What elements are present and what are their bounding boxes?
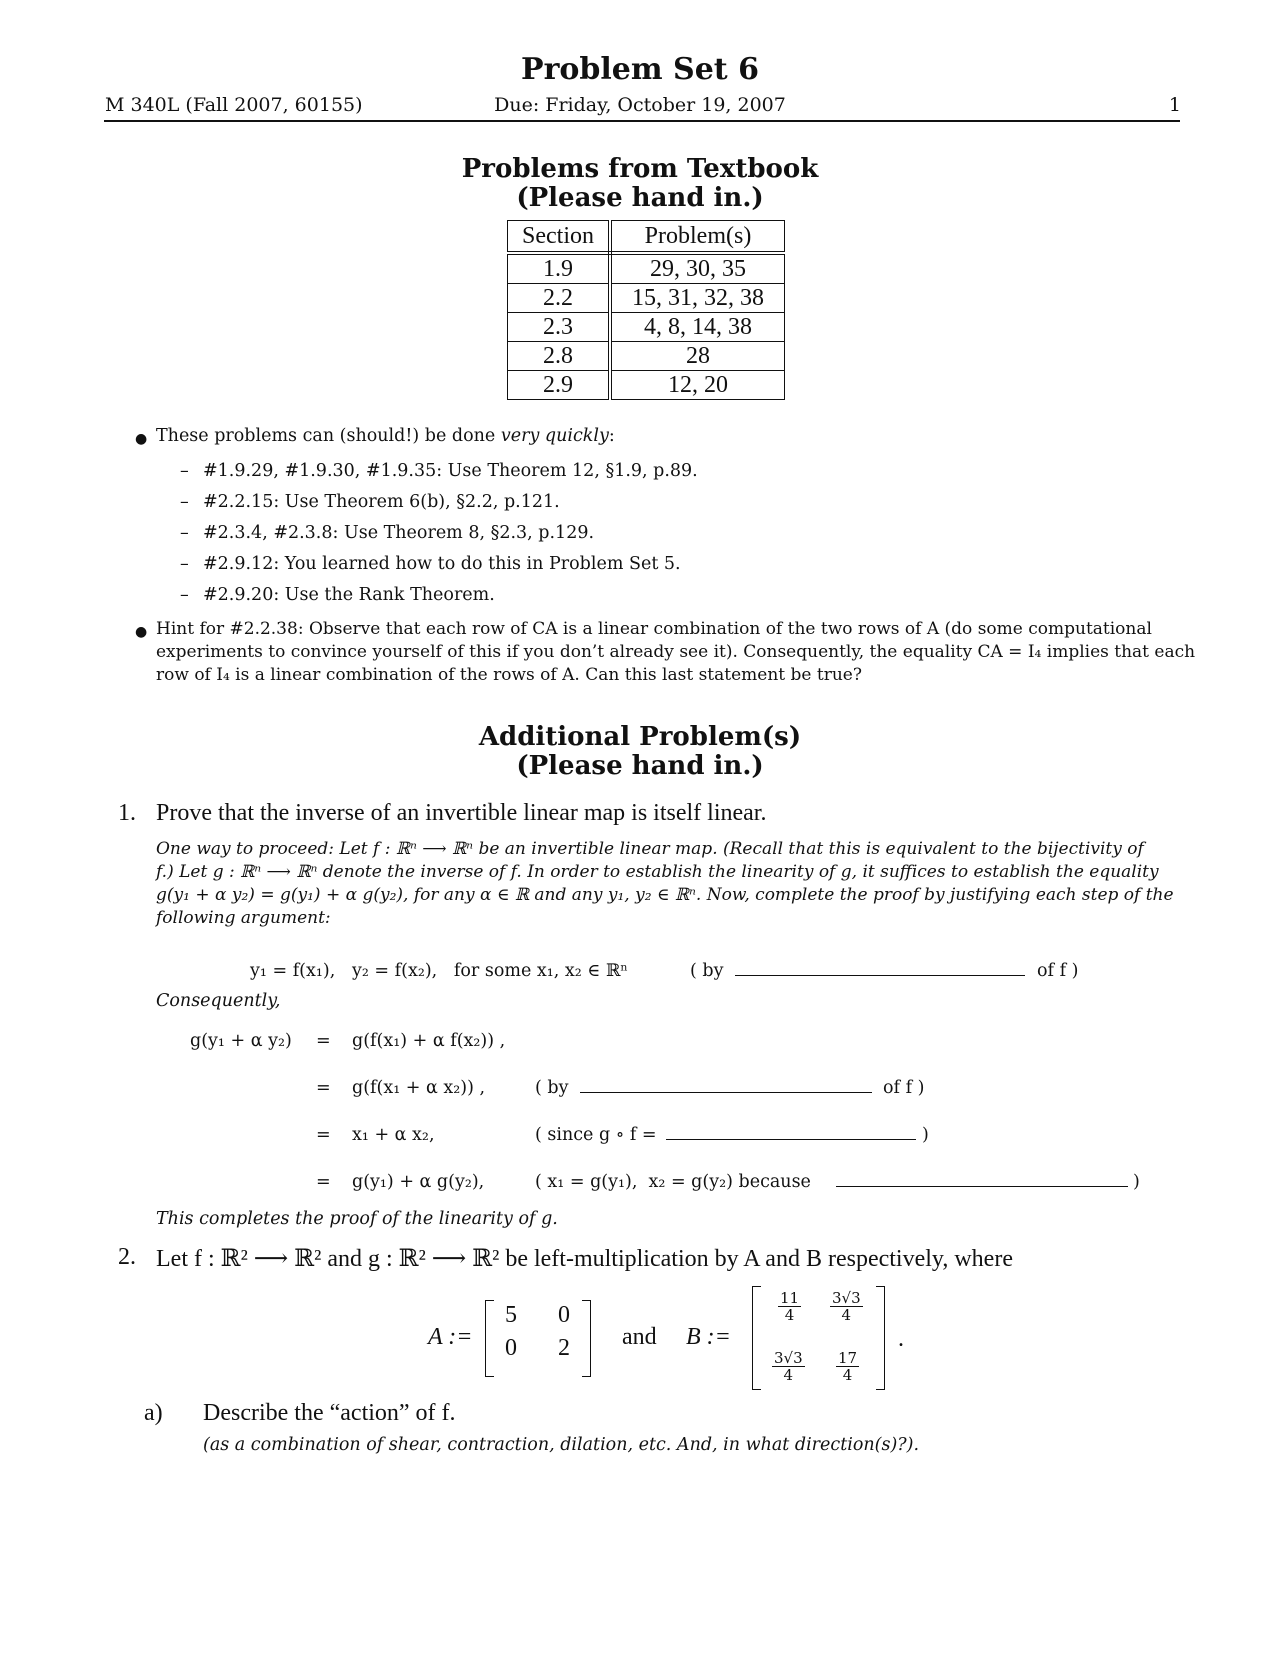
textbook-section-subtitle: (Please hand in.) xyxy=(516,183,764,213)
matrix-b-entry xyxy=(778,1290,801,1323)
part-a-text: Describe the “action” of f. xyxy=(203,1400,456,1426)
table-row xyxy=(508,371,785,400)
due-date: Due: Friday, October 19, 2007 xyxy=(494,94,786,116)
subitem: #2.9.20: Use the Rank Theorem. xyxy=(203,585,495,605)
fraction-denominator: 4 xyxy=(842,1366,853,1384)
dash-icon: – xyxy=(180,492,189,512)
table-cell-section: 2.9 xyxy=(508,371,611,400)
matrix-b-right-bracket xyxy=(876,1286,885,1390)
proof-given-expression: y₁ = f(x₁), y₂ = f(x₂), for some x₁, x₂ ∈ ℝⁿ xyxy=(250,961,628,981)
table-header-section: Section xyxy=(508,221,611,254)
part-a-label: a) xyxy=(144,1400,163,1426)
subitem: #2.3.4, #2.3.8: Use Theorem 8, §2.3, p.129. xyxy=(203,523,595,543)
hint-line: experiments to convince yourself of this if you don’t already see it). Consequently, the equality CA = I₄ implies that each xyxy=(156,642,1196,662)
table-row xyxy=(508,253,785,284)
blank-line-linearity[interactable] xyxy=(580,1078,872,1093)
table-cell-problems: 15, 31, 32, 38 xyxy=(610,284,785,313)
fraction-denominator: 4 xyxy=(841,1306,852,1324)
matrix-a-entry: 0 xyxy=(505,1335,517,1361)
matrix-b-entry xyxy=(836,1350,859,1383)
fraction-denominator: 4 xyxy=(784,1306,795,1324)
textbook-problems-table xyxy=(507,220,785,400)
bullet-icon: ● xyxy=(135,431,148,447)
proof-step-post: ) xyxy=(1133,1172,1140,1192)
proof-step-expr: g(f(x₁) + α f(x₂)) , xyxy=(352,1031,506,1051)
proceed-line: following argument: xyxy=(156,908,331,928)
proof-lhs: g(y₁ + α y₂) xyxy=(190,1031,292,1051)
bullet1-prefix: These problems can (should!) be done xyxy=(156,426,496,446)
course-info: M 340L (Fall 2007, 60155) xyxy=(105,94,363,116)
hint-line: Hint for #2.2.38: Observe that each row of CA is a linear combination of the two rows of A (do some computational xyxy=(156,619,1152,639)
dash-icon: – xyxy=(180,585,189,605)
problem2-number: 2. xyxy=(118,1244,136,1270)
table-cell-problems: 29, 30, 35 xyxy=(610,253,785,284)
proof-given-of: of f ) xyxy=(1037,961,1079,981)
page-title: Problem Set 6 xyxy=(521,52,759,87)
proof-eq: = xyxy=(316,1172,331,1192)
table-cell-problems: 12, 20 xyxy=(610,371,785,400)
proceed-line: f.) Let g : ℝⁿ ⟶ ℝⁿ denote the inverse of f. In order to establish the linearity of g, it suffices to establish the equality xyxy=(156,862,1159,882)
dash-icon: – xyxy=(180,554,189,574)
proof-eq: = xyxy=(316,1078,331,1098)
proof-step-pre: ( since g ∘ f = xyxy=(535,1125,657,1145)
subitem: #1.9.29, #1.9.30, #1.9.35: Use Theorem 12, §1.9, p.89. xyxy=(203,461,698,481)
bullet-icon: ● xyxy=(135,624,148,640)
problem1-number: 1. xyxy=(118,800,136,826)
proof-eq: = xyxy=(316,1125,331,1145)
matrix-b-label: B := xyxy=(686,1324,731,1350)
proof-given-by: ( by xyxy=(690,961,724,981)
blank-line-identity[interactable] xyxy=(666,1125,916,1140)
proof-eq: = xyxy=(316,1031,331,1051)
table-cell-problems: 28 xyxy=(610,342,785,371)
proof-step-expr: g(y₁) + α g(y₂), xyxy=(352,1172,485,1192)
table-cell-problems: 4, 8, 14, 38 xyxy=(610,313,785,342)
fraction-numerator: 17 xyxy=(838,1349,858,1367)
table-row xyxy=(508,313,785,342)
fraction-denominator: 4 xyxy=(783,1366,794,1384)
problem2-statement: Let f : ℝ² ⟶ ℝ² and g : ℝ² ⟶ ℝ² be left-multiplication by A and B respectively, where xyxy=(156,1246,1013,1272)
proof-step-expr: x₁ + α x₂, xyxy=(352,1125,435,1145)
page-number: 1 xyxy=(1168,94,1181,116)
table-cell-section: 2.2 xyxy=(508,284,611,313)
additional-section-subtitle: (Please hand in.) xyxy=(516,751,764,781)
proof-step-post: of f ) xyxy=(883,1078,925,1098)
dash-icon: – xyxy=(180,461,189,481)
hint-line: row of I₄ is a linear combination of the rows of A. Can this last statement be true? xyxy=(156,665,862,685)
matrix-a-label: A := xyxy=(428,1324,473,1350)
matrix-b-entry xyxy=(772,1350,805,1383)
textbook-section-title: Problems from Textbook xyxy=(461,154,819,184)
table-header-row xyxy=(508,221,785,254)
subitem: #2.2.15: Use Theorem 6(b), §2.2, p.121. xyxy=(203,492,560,512)
proof-step-expr: g(f(x₁ + α x₂)) , xyxy=(352,1078,486,1098)
matrix-a-entry: 2 xyxy=(558,1335,570,1361)
part-a-note: (as a combination of shear, contraction, dilation, etc. And, in what direction(s)?). xyxy=(203,1435,920,1455)
table-header-problems: Problem(s) xyxy=(610,221,785,254)
subitem: #2.9.12: You learned how to do this in Problem Set 5. xyxy=(203,554,681,574)
table-row xyxy=(508,342,785,371)
matrix-b-entry xyxy=(830,1290,863,1323)
table-cell-section: 2.8 xyxy=(508,342,611,371)
and-connector: and xyxy=(622,1324,657,1350)
fraction-numerator: 11 xyxy=(780,1289,800,1307)
problem1-statement: Prove that the inverse of an invertible linear map is itself linear. xyxy=(156,800,767,826)
additional-section-title: Additional Problem(s) xyxy=(478,722,802,752)
proof-conclusion: This completes the proof of the linearity of g. xyxy=(156,1209,558,1229)
blank-line-inverse[interactable] xyxy=(836,1172,1128,1187)
table-row xyxy=(508,284,785,313)
matrix-b-left-bracket xyxy=(752,1286,761,1390)
blank-line-surjectivity[interactable] xyxy=(735,961,1025,976)
proceed-line: One way to proceed: Let f : ℝⁿ ⟶ ℝⁿ be an invertible linear map. (Recall that this is equivalent to the bijectivity of xyxy=(156,839,1144,859)
fraction-numerator: 3√3 xyxy=(832,1289,861,1307)
matrix-a-right-bracket xyxy=(582,1300,591,1377)
table-cell-section: 2.3 xyxy=(508,313,611,342)
proceed-line: g(y₁ + α y₂) = g(y₁) + α g(y₂), for any α ∈ ℝ and any y₁, y₂ ∈ ℝⁿ. Now, complete the proof by justifying each step of the xyxy=(156,885,1174,905)
bullet1-italic: very quickly xyxy=(500,426,609,446)
statement-period: . xyxy=(898,1326,904,1352)
bullet1-suffix: : xyxy=(608,426,615,446)
fraction-numerator: 3√3 xyxy=(774,1349,803,1367)
dash-icon: – xyxy=(180,523,189,543)
matrix-a-entry: 5 xyxy=(505,1302,517,1328)
proof-step-pre: ( x₁ = g(y₁), x₂ = g(y₂) because xyxy=(535,1172,811,1192)
proof-step-pre: ( by xyxy=(535,1078,569,1098)
proof-step-post: ) xyxy=(922,1125,929,1145)
matrix-a-entry: 0 xyxy=(558,1302,570,1328)
bullet1-text xyxy=(156,425,615,448)
header-rule xyxy=(104,120,1180,122)
matrix-a-left-bracket xyxy=(485,1300,494,1377)
consequently-label: Consequently, xyxy=(156,991,281,1011)
table-cell-section: 1.9 xyxy=(508,253,611,284)
